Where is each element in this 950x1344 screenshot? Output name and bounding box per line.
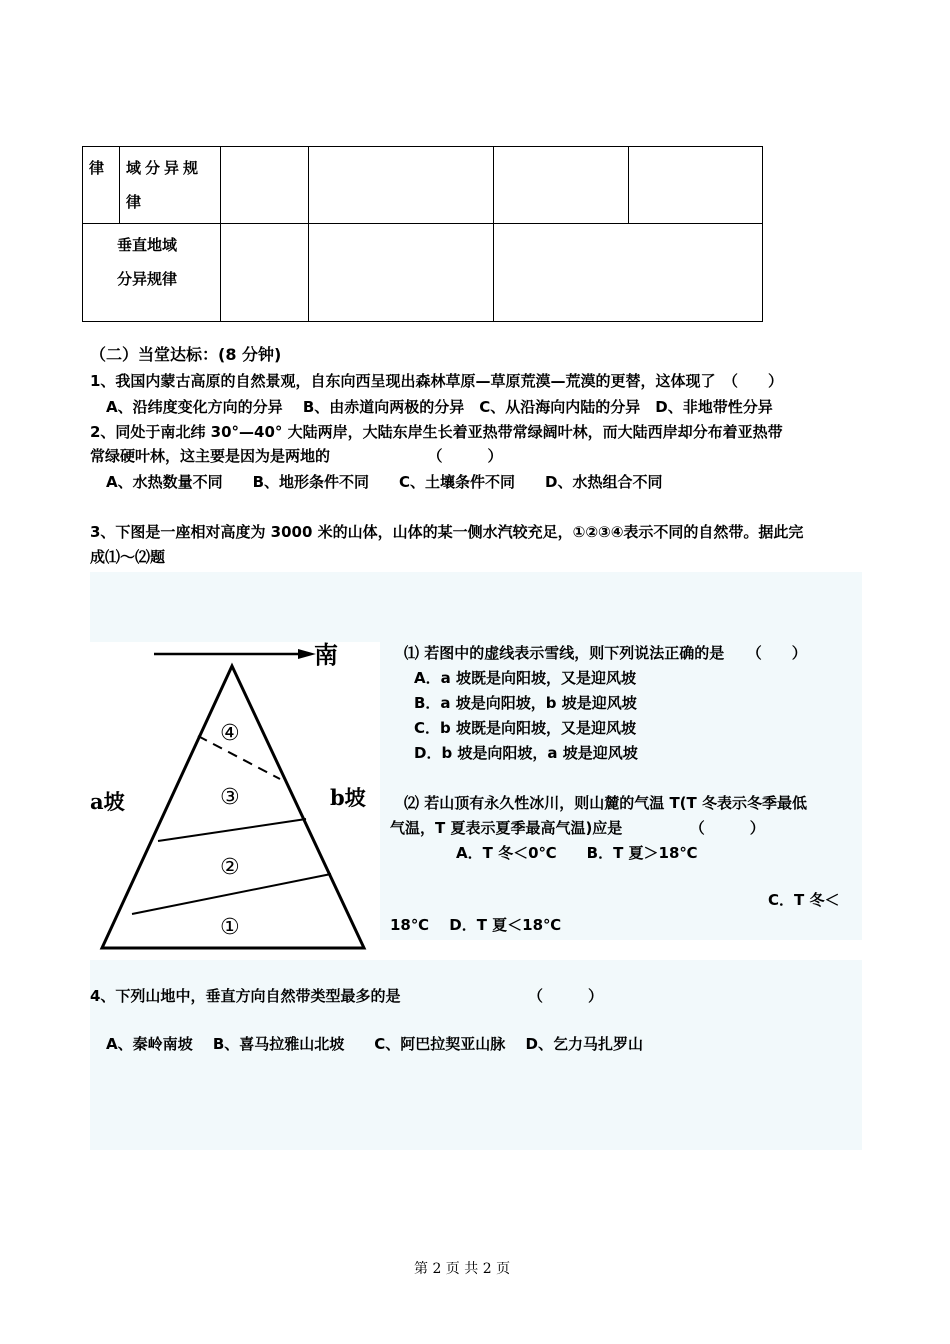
- table-row: [83, 224, 763, 322]
- sub-question-2-stem-line2: 气温，T 夏表示夏季最高气温)应是 （ ）: [390, 819, 765, 837]
- zone-label-2: ②: [220, 855, 240, 880]
- table-cell: 域分异规 律: [120, 147, 221, 224]
- sub-question-1-option-c: C．b 坡既是向阳坡，又是迎风坡: [414, 719, 636, 737]
- sub-question-2-option-c: C．T 冬＜: [768, 891, 840, 909]
- zone-label-4: ④: [220, 721, 240, 746]
- table-cell: [221, 147, 309, 224]
- sub-question-2-options-ab: A．T 冬＜0℃ B．T 夏＞18℃: [456, 844, 698, 862]
- table-cell: [309, 147, 494, 224]
- table-cell: [629, 147, 763, 224]
- sub-question-1-option-b: B．a 坡是向阳坡，b 坡是迎风坡: [414, 694, 637, 712]
- question-3-stem-line1: 3、下图是一座相对高度为 3000 米的山体，山体的某一侧水汽较充足，①②③④表示不同的自然带。据此完: [90, 523, 804, 541]
- question-2-stem-line1: 2、同处于南北纬 30°—40° 大陆两岸，大陆东岸生长着亚热带常绿阔叶林，而大陆西岸却分布着亚热带: [90, 423, 783, 441]
- page-footer: 第 2 页 共 2 页: [414, 1261, 511, 1277]
- table-cell-vertical-zonation: 垂直地域 分异规律: [83, 224, 221, 322]
- question-4-options: A、秦岭南坡 B、喜马拉雅山北坡 C、阿巴拉契亚山脉 D、乞力马扎罗山: [106, 1035, 643, 1053]
- question-3-stem-line2: 成⑴～⑵题: [90, 548, 166, 566]
- table-cell: [221, 224, 309, 322]
- question-2-stem-line2: 常绿硬叶林，这主要是因为是两地的 （ ）: [90, 447, 503, 465]
- b-slope-label: b坡: [330, 785, 366, 810]
- sub-question-1-stem: ⑴ 若图中的虚线表示雪线，则下列说法正确的是 （ ）: [404, 644, 807, 662]
- table-cell: [494, 147, 629, 224]
- question-4-stem: 4、下列山地中，垂直方向自然带类型最多的是 （ ）: [90, 987, 603, 1005]
- zonation-table: [82, 146, 763, 322]
- table-cell: [309, 224, 494, 322]
- sub-question-1-option-a: A．a 坡既是向阳坡，又是迎风坡: [414, 669, 636, 687]
- table-cell: [494, 224, 763, 322]
- question-2-options: A、水热数量不同 B、地形条件不同 C、土壤条件不同 D、水热组合不同: [106, 473, 663, 491]
- table-cell: 律: [83, 147, 120, 224]
- zone-boundary-line: [132, 874, 331, 914]
- question-1-stem: 1、我国内蒙古高原的自然景观，自东向西呈现出森林草原—草原荒漠—荒漠的更替，这体现了 （ ）: [90, 372, 783, 390]
- question-1-options: A、沿纬度变化方向的分异 B、由赤道向两极的分异 C、从沿海向内陆的分异 D、非地带性分异: [106, 398, 773, 416]
- sub-question-2-options-cd: 18℃ D．T 夏＜18℃: [390, 916, 562, 934]
- zone-boundary-line: [158, 819, 306, 841]
- shaded-band: [90, 572, 862, 642]
- south-label: 南: [314, 640, 338, 669]
- zone-label-3: ③: [220, 785, 240, 810]
- sub-question-2-stem-line1: ⑵ 若山顶有永久性冰川，则山麓的气温 T(T 冬表示冬季最低: [404, 794, 807, 812]
- table-row: [83, 147, 763, 224]
- a-slope-label: a坡: [90, 789, 125, 814]
- section-title: （二）当堂达标：(8 分钟): [90, 345, 282, 364]
- sub-question-1-option-d: D．b 坡是向阳坡，a 坡是迎风坡: [414, 744, 638, 762]
- zone-label-1: ①: [220, 915, 240, 940]
